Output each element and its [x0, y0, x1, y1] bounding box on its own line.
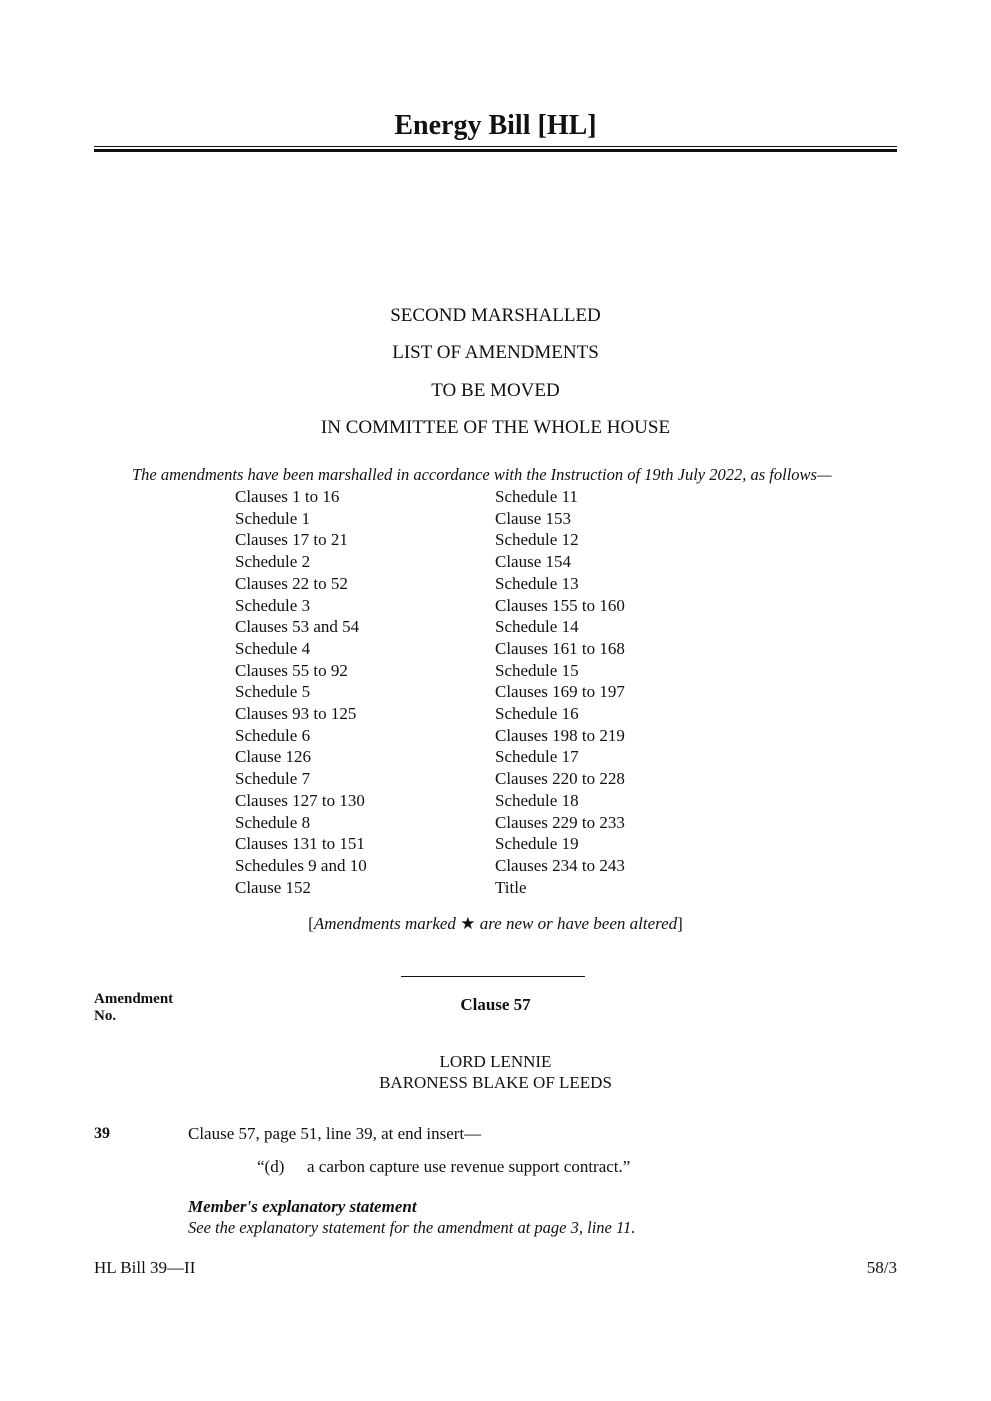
order-item: Clauses 229 to 233 — [495, 812, 625, 832]
order-item: Schedule 8 — [235, 812, 311, 832]
order-item: Clauses 55 to 92 — [235, 660, 348, 680]
order-item: Schedule 14 — [495, 617, 579, 637]
heading-line-1: SECOND MARSHALLED — [390, 305, 601, 326]
title-rule-thin — [94, 146, 897, 147]
title-rule-thick — [94, 149, 897, 152]
insertion-paragraph-label: “(d) — [257, 1157, 285, 1176]
order-item: Clauses 127 to 130 — [235, 790, 365, 810]
order-item: Clauses 198 to 219 — [495, 725, 625, 745]
order-item: Schedule 16 — [495, 704, 579, 724]
order-item: Clause 154 — [495, 552, 572, 572]
clause-heading: Clause 57 — [460, 995, 531, 1014]
order-item: Schedule 6 — [235, 725, 311, 745]
order-item: Schedule 1 — [235, 508, 311, 528]
page-reference: 58/3 — [866, 1258, 897, 1277]
order-item: Clauses 22 to 52 — [235, 573, 348, 593]
order-item: Title — [495, 877, 527, 897]
note-text-before: Amendments marked — [313, 914, 461, 933]
sponsor-name: LORD LENNIE — [439, 1052, 552, 1071]
order-item: Clauses 1 to 16 — [235, 487, 340, 506]
amendment-number: 39 — [94, 1125, 110, 1142]
marshalling-intro: The amendments have been marshalled in accordance with the Instruction of 19th July 2022, as follows— — [132, 465, 832, 484]
order-item: Schedule 11 — [495, 487, 578, 506]
order-item: Schedules 9 and 10 — [235, 855, 367, 875]
order-item: Clause 153 — [495, 508, 572, 528]
order-item: Schedule 12 — [495, 530, 579, 550]
note-text-after: are new or have been altered — [475, 914, 678, 933]
bill-reference: HL Bill 39—II — [94, 1258, 196, 1277]
bill-title: Energy Bill [HL] — [394, 110, 597, 141]
order-item: Schedule 2 — [235, 552, 311, 572]
section-divider — [401, 976, 585, 977]
order-item: Schedule 13 — [495, 573, 579, 593]
amendments-marked-note — [94, 912, 897, 936]
note-close-bracket: ] — [677, 914, 683, 933]
order-item: Clauses 234 to 243 — [495, 855, 625, 875]
order-list-right — [495, 486, 625, 898]
heading-line-2: LIST OF AMENDMENTS — [392, 342, 599, 363]
explanatory-statement-title: Member's explanatory statement — [188, 1197, 417, 1216]
order-item: Clauses 93 to 125 — [235, 704, 357, 724]
order-item: Schedule 19 — [495, 834, 579, 854]
order-item: Clause 126 — [235, 747, 312, 767]
order-list-left — [235, 486, 367, 898]
order-item: Schedule 18 — [495, 790, 579, 810]
order-item: Schedule 15 — [495, 660, 579, 680]
sponsors — [94, 1051, 897, 1093]
explanatory-statement-body: See the explanatory statement for the amendment at page 3, line 11. — [188, 1218, 636, 1237]
star-icon: ★ — [460, 914, 476, 933]
order-item: Schedule 4 — [235, 638, 311, 658]
amendment-text: Clause 57, page 51, line 39, at end insert— — [188, 1124, 482, 1143]
order-item: Clauses 53 and 54 — [235, 617, 360, 637]
order-item: Clauses 17 to 21 — [235, 530, 348, 550]
order-item: Clauses 169 to 197 — [495, 682, 625, 702]
order-item: Clauses 161 to 168 — [495, 638, 625, 658]
amendment-label-line2: No. — [94, 1008, 117, 1024]
heading-line-3: TO BE MOVED — [431, 380, 560, 401]
insertion-text: a carbon capture use revenue support contract.” — [307, 1157, 631, 1176]
order-item: Clauses 220 to 228 — [495, 769, 625, 789]
amendment-label-line1: Amendment — [94, 991, 174, 1007]
sponsor-name: BARONESS BLAKE OF LEEDS — [379, 1073, 612, 1092]
order-item: Clauses 131 to 151 — [235, 834, 365, 854]
order-item: Clause 152 — [235, 877, 312, 897]
amendment-insertion — [257, 1156, 630, 1178]
note-open-bracket: [ — [308, 914, 314, 933]
order-item: Schedule 7 — [235, 769, 311, 789]
order-item: Schedule 3 — [235, 595, 311, 615]
heading-line-4: IN COMMITTEE OF THE WHOLE HOUSE — [320, 417, 671, 438]
order-item: Schedule 5 — [235, 682, 311, 702]
order-item: Clauses 155 to 160 — [495, 595, 625, 615]
order-item: Schedule 17 — [495, 747, 579, 767]
